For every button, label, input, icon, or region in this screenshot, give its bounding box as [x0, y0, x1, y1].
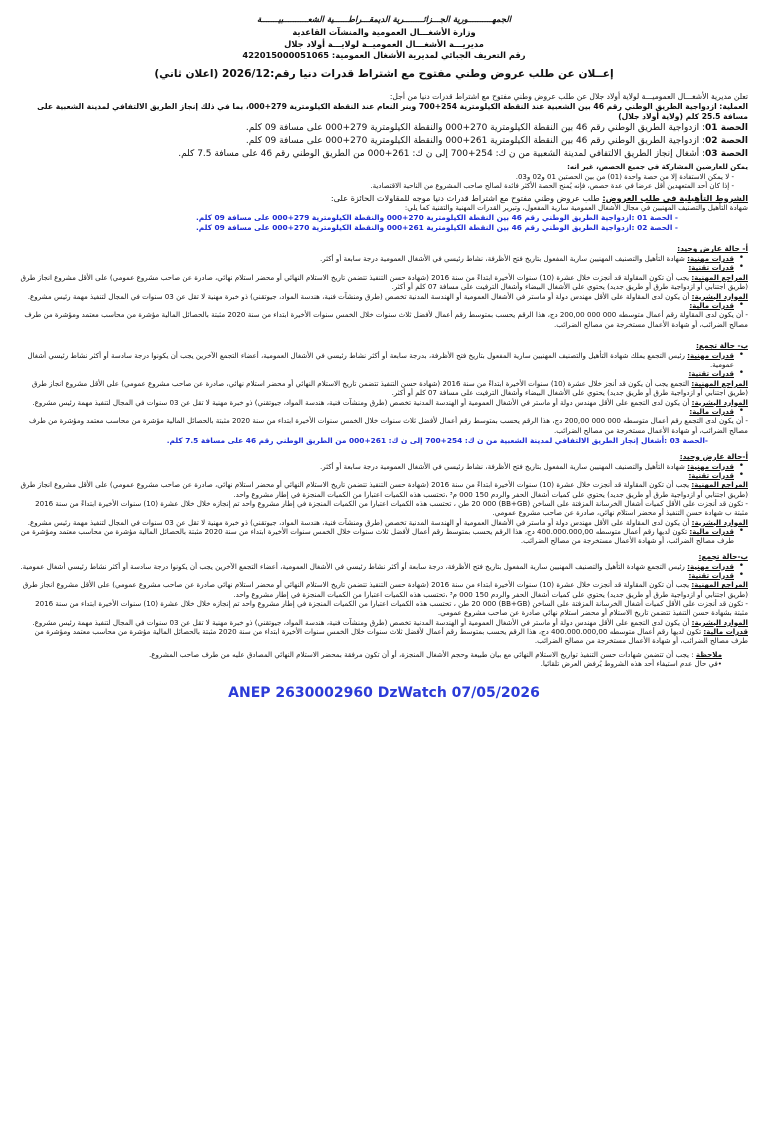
human-resources-para — [20, 518, 748, 527]
item-text: أن يكون لدى المقاولة على الأقل مهندس دولة أو ماستر في الأشغال العمومية أو الهندسة المدنية تخصص (طرق ومنشآت فنية، هندسة المواد، جيوتقني) ذو خبرة مهنية لا تقل عن 03 سنوات في المجال لتنفيذ مهمة رئيس مشروع. — [27, 517, 692, 527]
operation-text: العملية: ازدواجية الطريق الوطني رقم 46 بين الشعبية عند النقطة الكيلومترية 254+700 وبنر النعام عند النقطة الكيلومترية 279+000، بما في ذلك إنجاز الطريق الالتفافي لمدينة الشعبية على مسافة 25.5 كلم (ولاية أولاد جلال) — [37, 101, 748, 121]
participation-note: يمكن للعارضين المشاركة في جميع الحصص، غير انه: — [567, 162, 748, 171]
item-key: قدرات مهنية: — [687, 254, 734, 264]
references-para — [20, 273, 748, 292]
list-item — [20, 301, 734, 310]
tax-id: رقم التعريف الجبائي لمديرية الأشغال العمومية: 422015000051065 — [242, 50, 526, 61]
section-a1-financial — [20, 301, 748, 310]
lot-condition-blue: - الحصة 01 :ازدواجية الطريق الوطني رقم 46 بين النقطة الكيلومترية 270+000 والنقطة الكيلومترية 279+000 على مسافة 09 كلم. — [196, 212, 678, 222]
item-key: قدرات مالية: — [689, 300, 734, 310]
participation-rules — [20, 173, 748, 191]
item-key: الموارد البشرية: — [691, 617, 748, 627]
section-a1-label: أ- حالة عارض وحيد: — [677, 244, 748, 254]
list-item — [20, 351, 734, 370]
ministry-name: وزارة الأشغـــال العمومية والمنشآت القاعدية — [292, 26, 476, 37]
item-text: يجب أن تكون المقاولة قد أنجزت خلال عشرة (10) سنوات الأخيرة ابتداءً من سنة 2016 (شهادة حسن التنفيذ تتضمن تاريخ الاستلام النهائي أو محضر استلام نهائي، صادرة عن صاحب مشروع عمومي) على الأقل مشروع انجاز طرق (طريق اجتنابي أو ازدواجية طرق أو طريق جديد) يحتوي على كميات أشغال الحفر والردم 150 000 م³ ،تحتسب هذه الكميات اعتبارا من الكميات المنجزة في إطار مشروع واحد. — [20, 480, 748, 499]
item-text: تكون لديها رقم أعمال متوسطه 400.000.000,00 دج، هذا الرقم يحسب بمتوسط رقم أعمال لأفضل ثلاث سنوات خلال الخمس سنوات الأخيرة ابتداء من سنة 2020 مثبتة بالحصائل المالية مؤشرة من محاسب معتمد ومؤشرة من طرف مصالح الضرائب، أو شهادة الأعمال مستخرجة من مصالح الضرائب. — [34, 627, 748, 646]
item-key: قدرات مالية: — [689, 527, 734, 537]
list-item: - لا يمكن الاستفادة إلا من حصة واحدة (01) من بين الحصتين 01 و02 و03. — [20, 173, 734, 182]
lot-condition-blue: - الحصة 02 :ازدواجية الطريق الوطني رقم 46 بين النقطة الكيلومترية 261+000 والنقطة الكيلومترية 270+000 على مسافة 09 كلم. — [196, 222, 678, 232]
asphalt-quantity-para: - تكون قد أنجزت على الأقل كميات أشغال الخرسانة المزفتة على الساخن (BB+GB) 20 000 طن ، تحتسب هذه الكميات اعتبارا من الكميات المنجزة في إطار مشروع واحد تم إنجازه خلال خلال عشرة (10) سنوات الأخيرة ابتداءً من سنة 2016 مثبتة ب شهادة حسن التنفيذ أو محضر استلام نهائي، صادرة عن صاحب مشروع عمومي. — [35, 498, 748, 518]
lot-label: الحصة 02 — [705, 135, 748, 146]
item-text: يجب أن تكون المقاولة قد أنجزت خلال عشرة (10) سنوات الأخيرة ابتداء من سنة 2016 (شهادة حسن التنفيذ تتضمن تاريخ الاستلام النهائي أو محضر استلام نهائي صادرة عن صاحب مشروع عمومي) على الأقل مشروع انجاز طرق (طريق اجتنابي أو ازدواجية طرق أو طريق جديد) يحتوي على كميات أشغال الحفر والردم 150 000 م³ ،تحتسب هذه الكميات اعتبارا من الكميات المنجزة في إطار مشروع واحد. — [22, 580, 748, 599]
section-b2 — [20, 562, 748, 581]
lot-label: الحصة 03 — [705, 148, 748, 159]
list-item — [20, 254, 734, 263]
item-text: تكون لديها رقم أعمال متوسطه 400.000.000,00 دج، هذا الرقم يحسب بمتوسط رقم أعمال لأفضل ثلاث سنوات خلال الخمس سنوات الأخيرة ابتداء من سنة 2020 مثبتة بالحصائل المالية مؤشرة من محاسب معتمد ومؤشرة من طرف مصالح الضرائب، أو شهادة الأعمال مستخرجة من مصالح الضرائب. — [20, 527, 734, 546]
item-text: يجب أن تكون المقاولة قد أنجزت خلال عشرة (10) سنوات الأخيرة ابتداءً من سنة 2016 (شهادة حسن التنفيذ تتضمن تاريخ الاستلام النهائي أو محضر استلام نهائي، صادرة عن صاحب مشروع عمومي) على الأقل مشروع انجاز طرق (طريق اجتنابي أو ازدواجية طرق أو طريق جديد) يحتوي على الأشغال البيضاء وأشغال الترفيت على مسافة 07 كلم أو أكثر. — [20, 272, 748, 292]
note-line2: •في حال عدم استيفاء أحد هذه الشروط يُرفض العرض تلقائيا. — [540, 659, 722, 669]
references-para — [20, 580, 748, 599]
conditions-heading — [20, 193, 748, 204]
note-line — [20, 650, 722, 659]
republic-name: الجمهــــــــــورية الجـــزائــــــــرية الديمقـــراطــــــية الشعــــــــــبيـــــــة — [256, 14, 512, 24]
notice-title: إعــلان عن طلب عروض وطني مفتوح مع اشتراط قدرات دنيا رقم:2026/12 (اعلان ثاني) — [154, 67, 614, 80]
note-label: ملاحظة — [695, 649, 722, 659]
item-key: المراجع المهنية: — [691, 272, 748, 282]
item-key: المراجع المهنية: — [691, 580, 748, 590]
item-key: الموارد البشرية: — [691, 397, 748, 407]
item-key: المراجع المهنية: — [691, 378, 748, 388]
section-b2-label: ب-حالة تجمع: — [698, 551, 748, 561]
item-key: قدرات تقنية: — [688, 570, 734, 580]
list-item — [20, 527, 734, 546]
references-para — [20, 480, 748, 499]
section-b1-label: ب- حالة تجمع: — [695, 340, 748, 350]
item-text: أن يكون لدى التجمع على الأقل مهندس دولة أو ماستر في الأشغال العمومية أو الهندسة المدنية تخصص (طرق ومنشآت فنية، هندسة المواد، جيوتقني) ذو خبرة مهنية لا تقل عن 03 سنوات في المجال لتنفيذ مهمة رئيس مشروع. — [32, 617, 692, 627]
item-key: قدرات تقنية: — [688, 263, 734, 273]
lots-list — [20, 122, 748, 161]
lot-item — [20, 122, 748, 135]
note-block — [20, 650, 748, 669]
item-key: الموارد البشرية: — [691, 291, 748, 301]
list-item — [20, 369, 734, 378]
list-item — [20, 407, 734, 416]
financial-para: - أن يكون لدى المقاولة رقم أعمال متوسطه 000 000 200,00 دج، هذا الرقم يحسب بمتوسط رقم أعمال لأفضل ثلاث سنوات خلال الخمس سنوات الأخيرة ابتداء من سنة 2020 مثبتة بالحصائل المالية مؤشرة من محاسب معتمد ومؤشرة من طرف مصالح الضرائب، أو شهادة الأعمال مستخرجة من مصالح الضرائب. — [24, 310, 748, 329]
section-b1 — [20, 351, 748, 379]
item-text: رئيس التجمع يملك شهادة التأهيل والتصنيف المهنيين سارية المفعول بتاريخ فتح الأظرفة، بدرجة سابعة أو أكثر نشاط رئيسي في الأشغال العمومية، أعضاء التجمع الآخرين يجب أن يكونوا درجة سادسة أو أكثر نشاط رئيسي أشغال عمومية. — [27, 350, 734, 370]
section-a1 — [20, 254, 748, 273]
header — [20, 14, 748, 62]
list-item — [20, 263, 734, 272]
section-a2-label: أ-حالة عارض وحيد: — [679, 451, 748, 461]
item-key: قدرات تقنية: — [688, 369, 734, 379]
item-text: التجمع يجب أن يكون قد أنجز خلال عشرة (10) سنوات الأخيرة ابتداءً من سنة 2016 (شهادة حسن التنفيذ تتضمن تاريخ الاستلام النهائي أو محضر استلام نهائي، صادرة عن صاحب مشروع عمومي) على الأقل مشروع انجاز طرق (طريق اجتنابي أو ازدواجية طرق أو طريق جديد) يحتوي على الأشغال البيضاء وأشغال الترفيت على مسافة 07 كلم أو أكثر. — [31, 378, 748, 398]
human-resources-para — [20, 618, 748, 627]
section-a2-financial — [20, 527, 748, 546]
note-text: : يجب أن تتضمن شهادات حسن التنفيذ تواريخ الاستلام النهائي مع بيان طبيعة وحجم الأشغال المنجزة، أو أن تكون مرفقة بمحضر الاستلام النهائي المصادق عليه من طرف صاحب المشروع. — [149, 649, 696, 659]
references-para — [20, 379, 748, 398]
conditions-text: طلب عروض وطني مفتوح مع اشتراط قدرات دنيا موجه للمقاولات الحائزة على: — [330, 192, 603, 203]
lot-text: : ازدواجية الطريق الوطني رقم 46 بين النقطة الكيلومترية 261+000 والنقطة الكيلومترية 270+000 على مسافة 09 كلم. — [245, 135, 706, 146]
list-item — [20, 571, 734, 580]
item-text: شهادة التأهيل والتصنيف المهنيين سارية المفعول بتاريخ فتح الأظرفة، نشاط رئيسي في الأشغال العمومية درجة سابعة أو أكثر. — [319, 461, 688, 471]
item-key: قدرات تقنية: — [688, 470, 734, 480]
item-key: الموارد البشرية: — [691, 517, 748, 527]
item-key: قدرات مالية: — [689, 406, 734, 416]
item-key: قدرات مهنية: — [687, 461, 734, 471]
lot-text: : ازدواجية الطريق الوطني رقم 46 بين النقطة الكيلومترية 270+000 والنقطة الكيلومترية 279+000 على مسافة 09 كلم. — [245, 122, 706, 133]
item-text: أن يكون لدى المقاولة على الأقل مهندس دولة أو ماستر في الأشغال العمومية أو الهندسة المدنية تخصص (طرق ومنشآت فنية، هندسة المواد، جيوتقني) ذو خبرة مهنية لا تقل عن 03 سنوات في المجال لتنفيذ مهمة رئيس مشروع. — [27, 291, 692, 301]
item-text: شهادة التأهيل والتصنيف المهنيين سارية المفعول بتاريخ فتح الأظرفة، نشاط رئيسي في الأشغال العمومية درجة سابعة أو أكثر. — [319, 254, 688, 264]
list-item — [20, 471, 734, 480]
item-key: قدرات مالية: — [703, 627, 748, 637]
financial-para: - أن يكون لدى التجمع رقم أعمال متوسطه 000 000 200,00 دج، هذا الرقم يحسب بمتوسط رقم أعمال لأفضل ثلاث سنوات خلال الخمس سنوات الأخيرة ابتداء من سنة 2020 مثبتة بالحصائل المالية مؤشرة من محاسب معتمد ومؤشرة من طرف مصالح الضرائب، أو شهادة الأعمال مستخرجة من مصالح الضرائب. — [28, 416, 748, 435]
conditions-line2: شهادة التأهيل والتصنيف المهنيين في مجال الأشغال العمومية سارية المفعول، وتبرير القدرات المهنية والتقنية كما يلي: — [404, 203, 748, 213]
lot-item — [20, 148, 748, 161]
item-key: المراجع المهنية: — [691, 480, 748, 490]
intro-text: تعلن مديرية الأشغـــال العموميـــة لولاية أولاد جلال عن طلب عروض وطني مفتوح مع اشتراط قدرات دنيا من أجل: — [389, 91, 748, 101]
lot-item — [20, 135, 748, 148]
lot3-heading: -الحصة 03 :أشغال إنجاز الطريق الالتفافي لمدينة الشعبية من ن ك: 254+700 إلى ن ك: 261+000 من الطريق الوطني رقم 46 على مسافة 7.5 كلم. — [166, 435, 708, 445]
section-a2 — [20, 462, 748, 481]
financial-para — [20, 627, 748, 646]
lot-text: : أشغال إنجاز الطريق الالتفافي لمدينة الشعبية من ن ك: 254+700 إلى ن ك: 261+000 من الطريق الوطني رقم 46 على مسافة 7.5 كلم. — [178, 148, 706, 159]
list-item — [20, 562, 734, 571]
item-text: أن يكون لدى التجمع على الأقل مهندس دولة أو ماستر في الأشغال العمومية أو الهندسة المدنية تخصص (طرق ومنشآت فنية، هندسة المواد، جيوتقني) ذو خبرة مهنية لا تقل عن 03 سنوات في المجال لتنفيذ مهمة رئيس مشروع. — [32, 397, 692, 407]
item-key: قدرات مهنية: — [687, 350, 734, 360]
section-b1-financial — [20, 407, 748, 416]
tender-notice-page — [20, 0, 748, 703]
directorate-name: مديريـــة الأشغـــال العموميــة لولايـــة أولاد جلال — [284, 38, 484, 49]
item-key: قدرات مهنية: — [687, 561, 734, 571]
asphalt-quantity-para: - تكون قد أنجزت على الأقل كميات أشغال الخرسانة المزفتة على الساخن (BB+GB) 20 000 طن ، تحتسب هذه الكميات اعتبارا من الكميات المنجزة في إطار مشروع واحد تم إنجازه خلال خلال عشرة (10) سنوات الأخيرة ابتداء من سنة 2016 مثبتة بشهادة حسن التنفيذ تتضمن تاريخ الاستلام أو محضر استلام نهائي صادرة عن صاحب مشروع عمومي. — [35, 598, 748, 618]
human-resources-para — [20, 292, 748, 301]
human-resources-para — [20, 398, 748, 407]
lot-label: الحصة 01 — [705, 122, 748, 133]
anep-footer: ANEP 2630002960 DzWatch 07/05/2026 — [228, 685, 540, 702]
conditions-title: الشروط التأهيلية في طلب العروض: — [602, 192, 748, 203]
item-text: رئيس التجمع شهادة التأهيل والتصنيف المهنيين سارية المفعول بتاريخ فتح الأظرفة، درجة سابعة أو أكثر نشاط رئيسي في الأشغال العمومية، أعضاء التجمع الآخرين يجب أن يكونوا درجة سادسة أو أكثر نشاط رئيسي أشغال عمومية. — [20, 561, 688, 571]
list-item — [20, 462, 734, 471]
list-item: - إذا كان أحد المتعهدين أقل عرضا في عدة حصص، فإنه يُمنح الحصة الأكثر فائدة لصالح صاحب المشروع من الناحية الاقتصادية. — [20, 182, 734, 191]
